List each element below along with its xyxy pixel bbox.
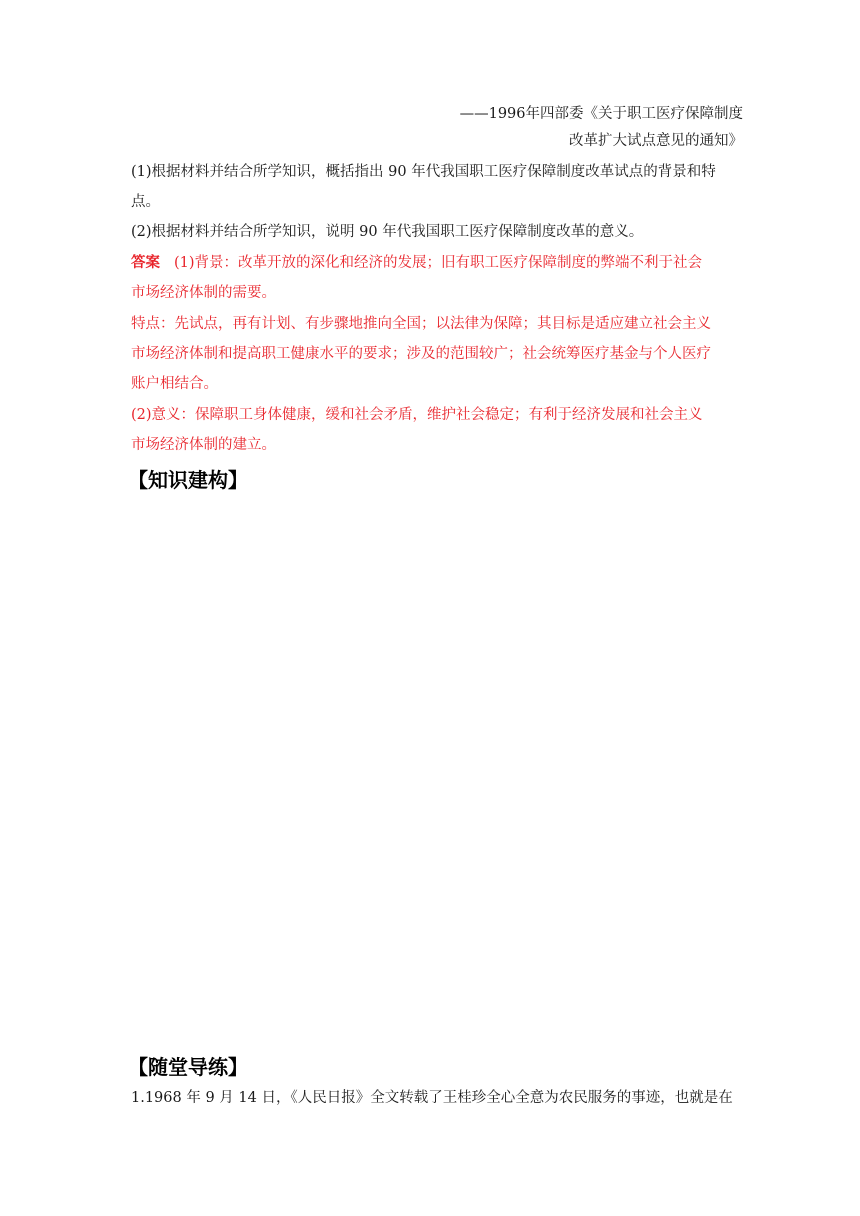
- practice-question-1: 1.1968 年 9 月 14 日，《人民日报》全文转载了王桂珍全心全意为农民服务的事迹，也就是在: [131, 1090, 733, 1106]
- features-line-3: 账户相结合。: [131, 376, 218, 392]
- answer-1-line-2: 市场经济体制的需要。: [131, 285, 276, 301]
- features-line-1: 特点：先试点，再有计划、有步骤地推向全国；以法律为保障；其目标是适应建立社会主义: [131, 316, 711, 332]
- answer-2-line-1: (2)意义：保障职工身体健康，缓和社会矛盾，维护社会稳定；有利于经济发展和社会主义: [131, 407, 703, 423]
- answer-1-line-1: [131, 253, 731, 273]
- answer-label: 答案: [131, 254, 160, 271]
- question-2: (2)根据材料并结合所学知识，说明 90 年代我国职工医疗保障制度改革的意义。: [131, 224, 644, 240]
- section-heading-knowledge: 【知识建构】: [128, 468, 248, 492]
- section-heading-practice: 【随堂导练】: [128, 1055, 248, 1079]
- answer-2-line-2: 市场经济体制的建立。: [131, 437, 276, 453]
- answer-1-text: (1)背景：改革开放的深化和经济的发展；旧有职工医疗保障制度的弊端不利于社会: [174, 255, 703, 271]
- citation-line-2: 改革扩大试点意见的通知》: [569, 133, 743, 149]
- features-line-2: 市场经济体制和提高职工健康水平的要求；涉及的范围较广；社会统筹医疗基金与个人医疗: [131, 346, 711, 362]
- question-1-line-2: 点。: [131, 194, 160, 210]
- citation-line-1: ——1996年四部委《关于职工医疗保障制度: [459, 106, 743, 122]
- question-1-line-1: (1)根据材料并结合所学知识，概括指出 90 年代我国职工医疗保障制度改革试点的背景和特: [131, 164, 716, 180]
